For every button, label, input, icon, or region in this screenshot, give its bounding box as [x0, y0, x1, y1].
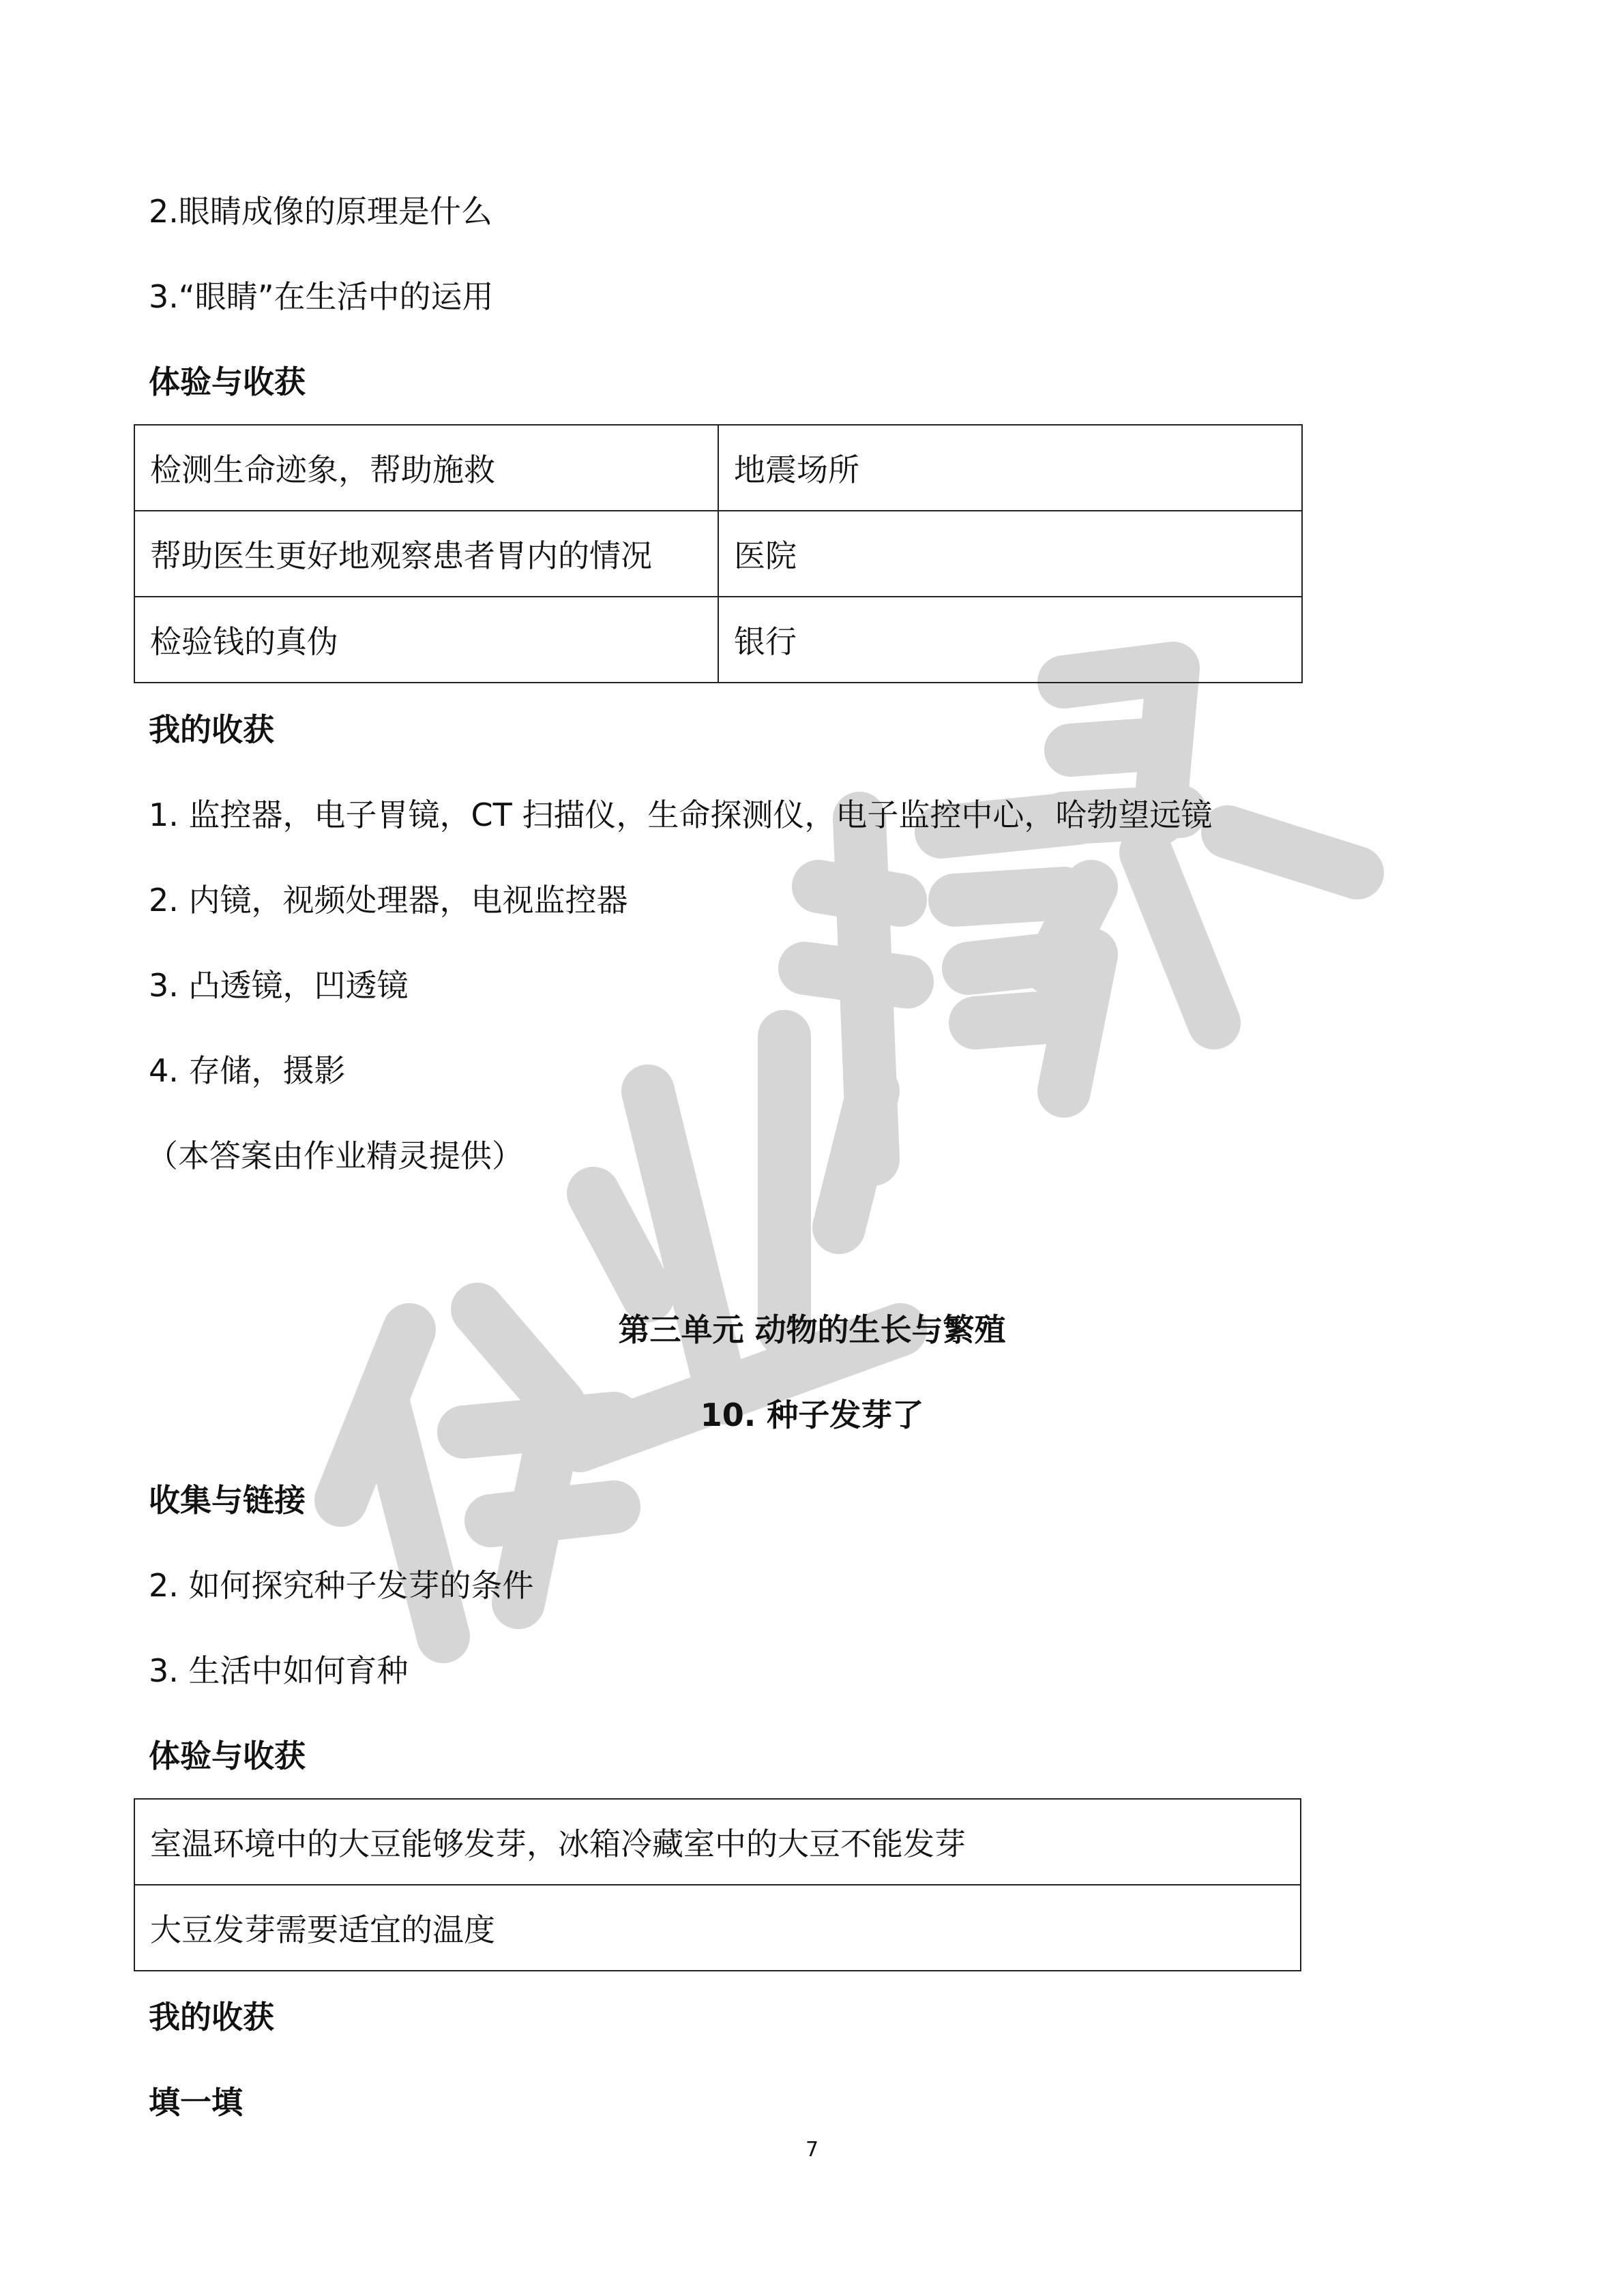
table-cell: 大豆发芽需要适宜的温度 [134, 1885, 1301, 1971]
lesson-title: 10. 种子发芽了 [700, 1397, 924, 1433]
unit-title: 第三单元 动物的生长与繁殖 [618, 1311, 1006, 1348]
table-cell: 检验钱的真伪 [134, 597, 718, 683]
collect-item-3: 3. 生活中如何育种 [149, 1652, 409, 1689]
table-cell: 室温环境中的大豆能够发芽，冰箱冷藏室中的大豆不能发芽 [134, 1799, 1301, 1885]
heading-experience: 体验与收获 [149, 363, 306, 400]
question-item-2: 2.眼睛成像的原理是什么 [149, 193, 492, 230]
heading-harvest: 我的收获 [149, 711, 274, 748]
experience-table [134, 424, 1303, 683]
collect-item-2: 2. 如何探究种子发芽的条件 [149, 1567, 534, 1604]
harvest-item-3: 3. 凸透镜，凹透镜 [149, 967, 409, 1004]
table-cell: 帮助医生更好地观察患者胃内的情况 [134, 511, 718, 597]
table-cell: 银行 [718, 597, 1302, 683]
heading-experience-2: 体验与收获 [149, 1738, 306, 1774]
answer-source-note: （本答案由作业精灵提供） [147, 1137, 523, 1174]
heading-harvest-2: 我的收获 [149, 1999, 274, 2036]
harvest-item-4: 4. 存储，摄影 [149, 1052, 346, 1089]
experience-table-2 [134, 1798, 1301, 1971]
table-row [134, 425, 1302, 511]
heading-fill: 填一填 [149, 2084, 243, 2121]
table-row [134, 511, 1302, 597]
table-cell: 医院 [718, 511, 1302, 597]
table-cell: 地震场所 [718, 425, 1302, 511]
table-row [134, 1885, 1301, 1971]
table-cell: 检测生命迹象，帮助施救 [134, 425, 718, 511]
page-number: 7 [805, 2138, 819, 2162]
table-row [134, 1799, 1301, 1885]
table-row [134, 597, 1302, 683]
harvest-item-1: 1. 监控器，电子胃镜，CT 扫描仪，生命探测仪，电子监控中心，哈勃望远镜 [149, 796, 1213, 833]
question-item-3: 3.“眼睛”在生活中的运用 [149, 278, 494, 315]
heading-collect: 收集与链接 [149, 1482, 306, 1519]
harvest-item-2: 2. 内镜，视频处理器，电视监控器 [149, 882, 628, 919]
